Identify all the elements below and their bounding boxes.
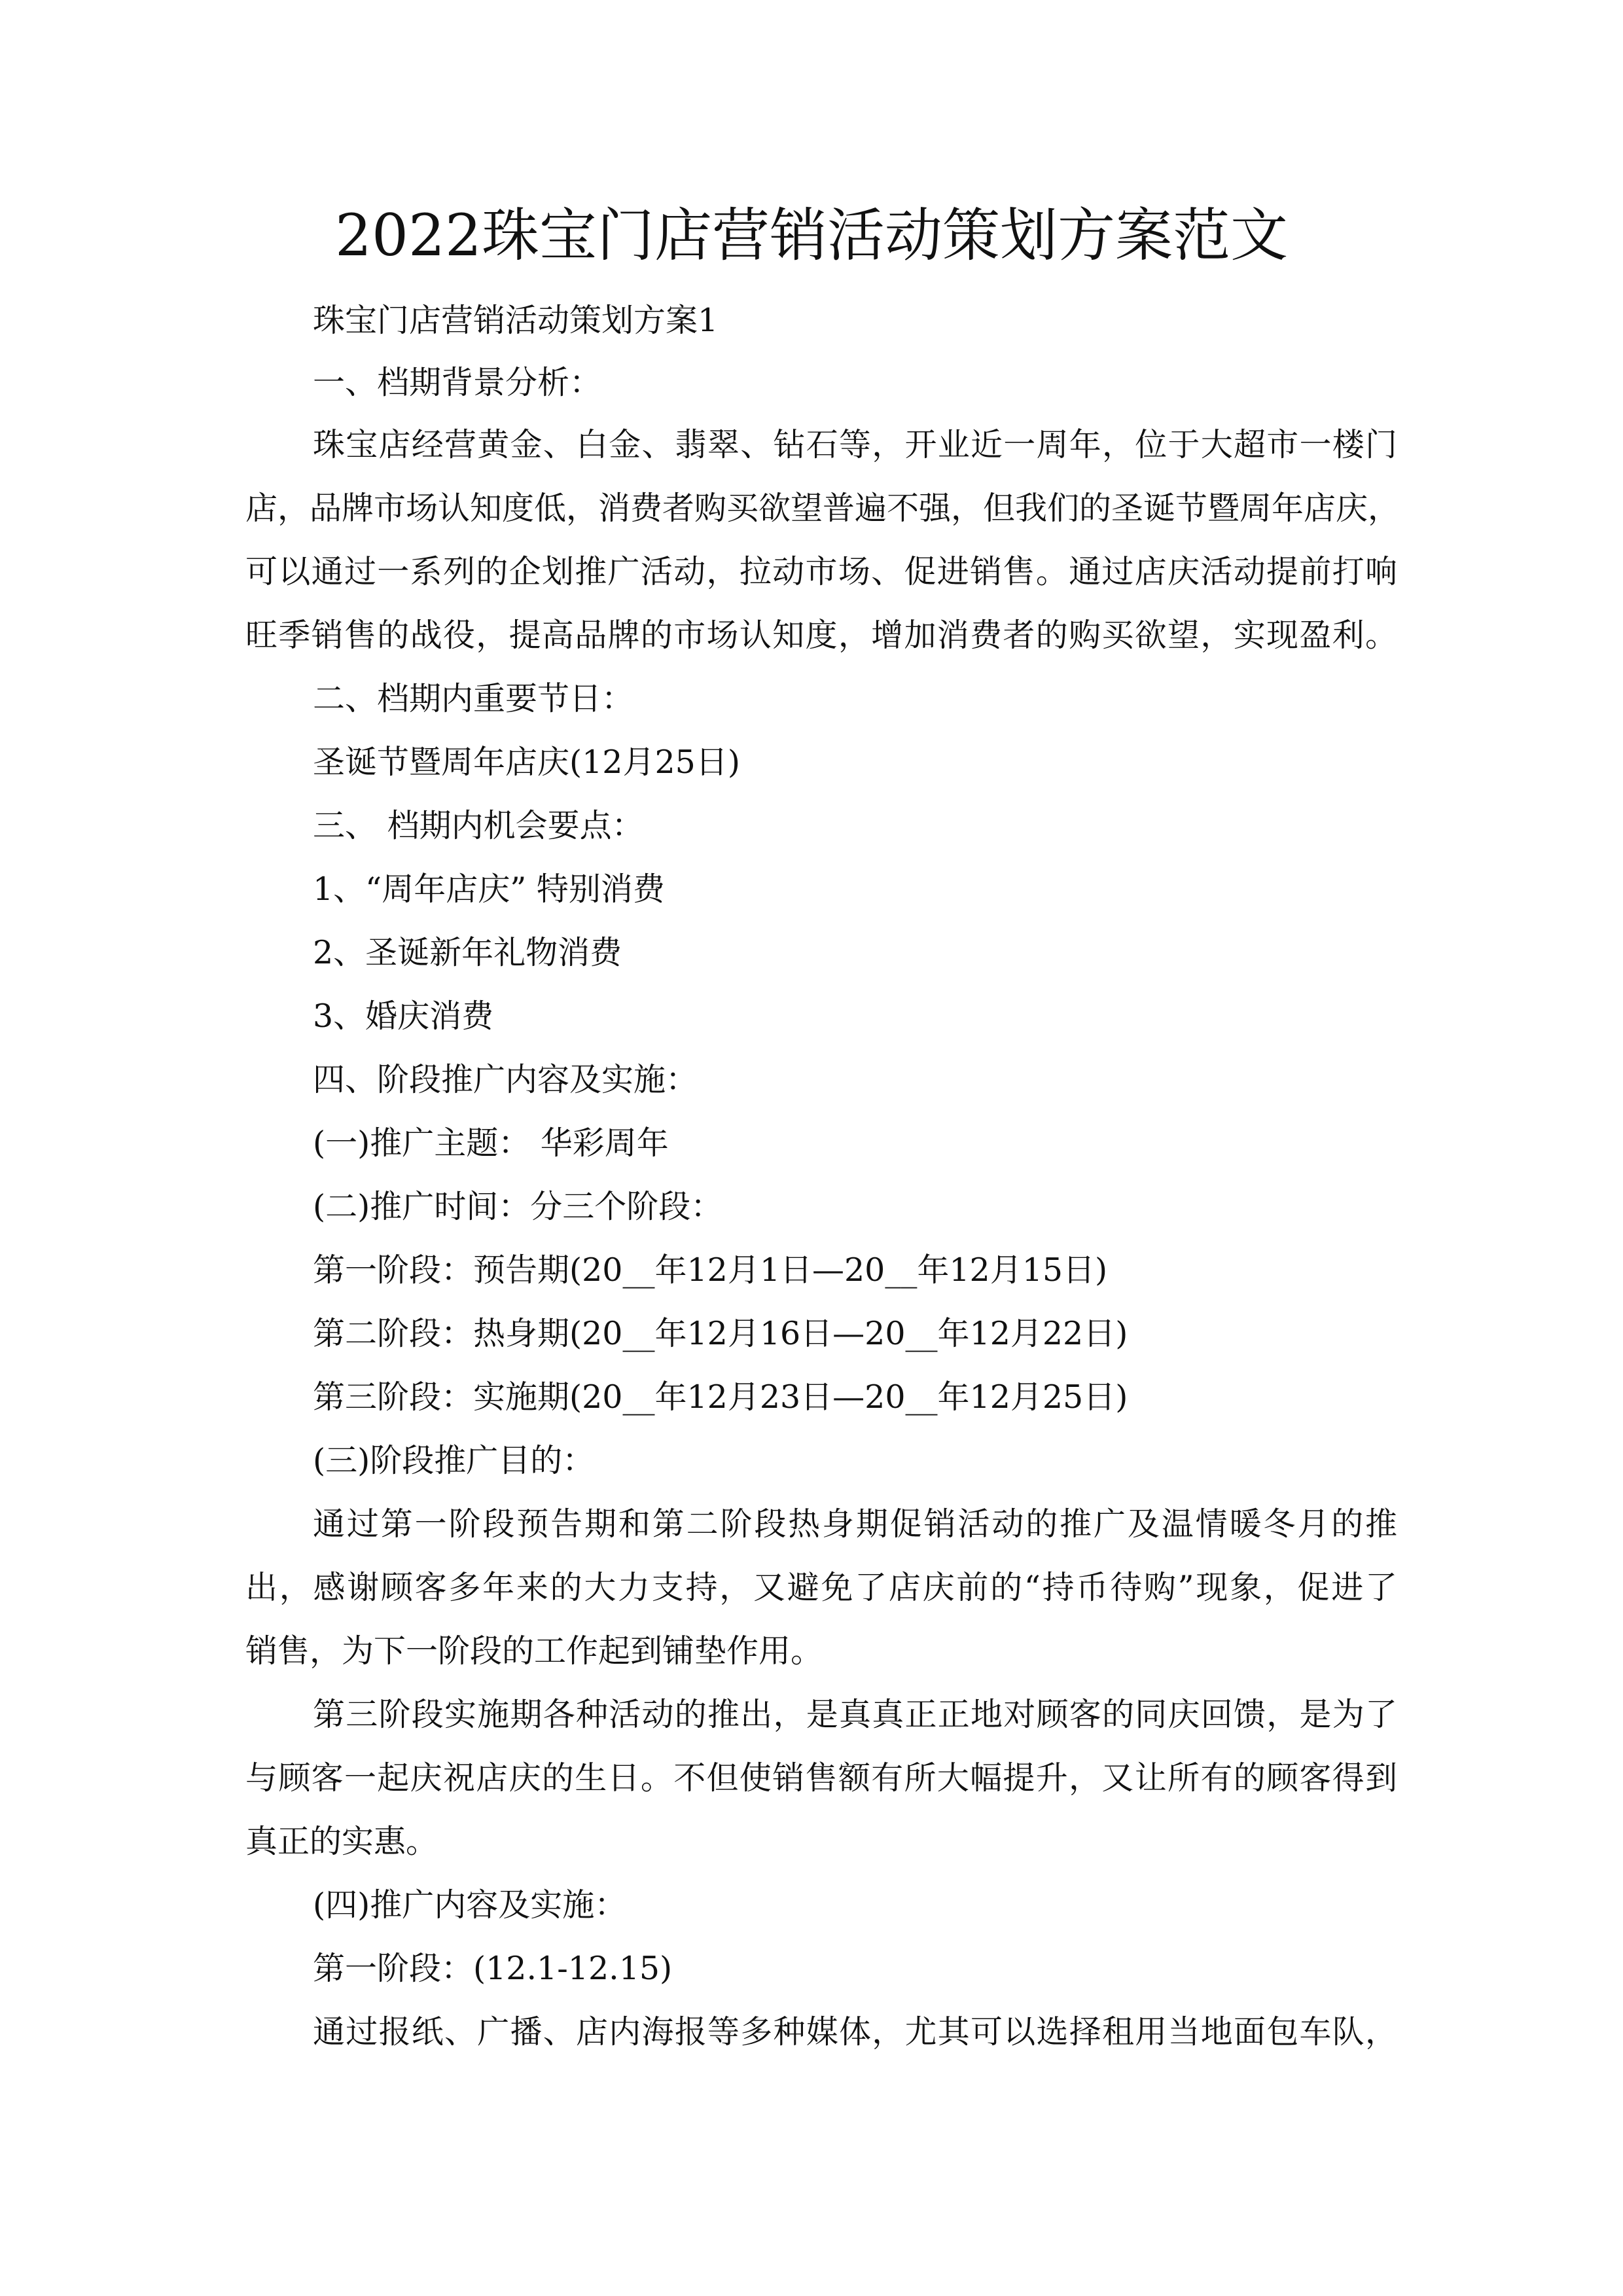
paragraph-line: 销售，为下一阶段的工作起到铺垫作用。: [245, 1632, 823, 1670]
paragraph-line: 出，感谢顾客多年来的大力支持，又避免了店庆前的“持币待购”现象，促进了: [245, 1569, 1397, 1606]
paragraph-line: 圣诞节暨周年店庆(12月25日): [313, 744, 740, 781]
section-heading: (三)阶段推广目的：: [313, 1442, 595, 1479]
list-item: (一)推广主题： 华彩周年: [313, 1124, 669, 1162]
paragraph-line: 真正的实惠。: [245, 1823, 438, 1860]
paragraph-line: 店，品牌市场认知度低，消费者购买欲望普遍不强，但我们的圣诞节暨周年店庆，: [245, 490, 1400, 527]
paragraph-line: 通过第一阶段预告期和第二阶段热身期促销活动的推广及温情暖冬月的推: [313, 1505, 1397, 1543]
paragraph-line: 旺季销售的战役，提高品牌的市场认知度，增加消费者的购买欲望，实现盈利。: [245, 617, 1397, 654]
paragraph-line: 可以通过一系列的企划推广活动，拉动市场、促进销售。通过店庆活动提前打响: [245, 553, 1397, 590]
paragraph-line: 珠宝店经营黄金、白金、翡翠、钻石等，开业近一周年，位于大超市一楼门: [313, 426, 1397, 463]
section-heading: 一、档期背景分析：: [313, 364, 602, 401]
list-item: 第三阶段：实施期(20__年12月23日—20__年12月25日): [313, 1378, 1128, 1416]
paragraph-line: 第三阶段实施期各种活动的推出，是真真正正地对顾客的同庆回馈，是为了: [313, 1696, 1397, 1733]
section-heading: 二、档期内重要节日：: [313, 680, 634, 717]
section-heading: (四)推广内容及实施：: [313, 1886, 627, 1924]
list-item: (二)推广时间：分三个阶段：: [313, 1188, 723, 1225]
list-item: 第一阶段：(12.1-12.15): [313, 1950, 673, 1987]
section-heading: 珠宝门店营销活动策划方案1: [313, 302, 719, 339]
list-item: 1、“周年店庆” 特别消费: [313, 870, 665, 908]
list-item: 第一阶段：预告期(20__年12月1日—20__年12月15日): [313, 1251, 1108, 1289]
section-heading: 四、阶段推广内容及实施：: [313, 1061, 698, 1098]
list-item: 2、圣诞新年礼物消费: [313, 934, 622, 971]
paragraph-line: 通过报纸、广播、店内海报等多种媒体，尤其可以选择租用当地面包车队，: [313, 2013, 1397, 2051]
document-title: 2022珠宝门店营销活动策划方案范文: [335, 202, 1288, 269]
list-item: 第二阶段：热身期(20__年12月16日—20__年12月22日): [313, 1315, 1128, 1352]
list-item: 3、婚庆消费: [313, 997, 494, 1035]
section-heading: 三、 档期内机会要点：: [313, 807, 644, 844]
paragraph-line: 与顾客一起庆祝店庆的生日。不但使销售额有所大幅提升，又让所有的顾客得到: [245, 1759, 1397, 1797]
